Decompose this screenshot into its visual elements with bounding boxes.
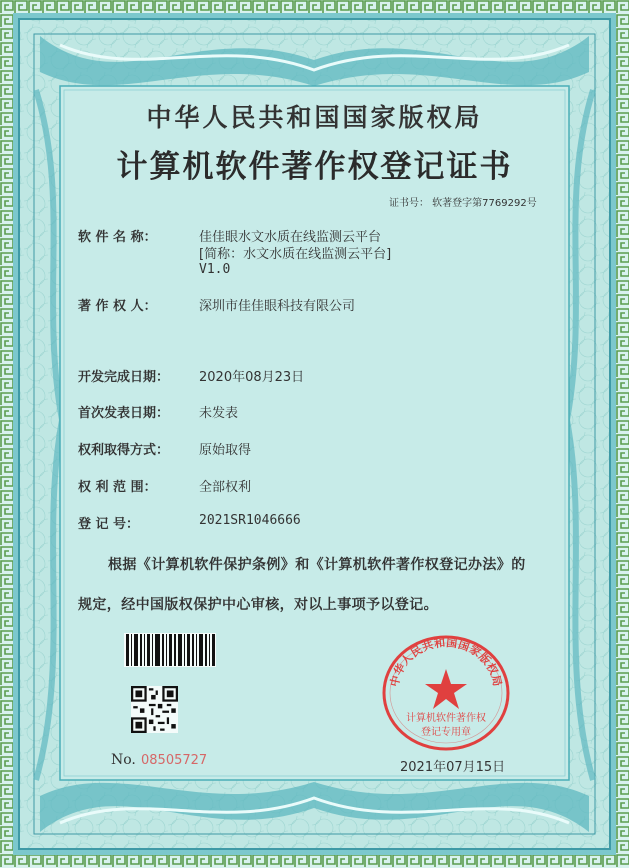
software-name: 佳佳眼水文水质在线监测云平台 xyxy=(199,230,382,245)
issue-date: 2021年07月15日 xyxy=(400,760,506,775)
statement-line-2: 规定，经中国版权保护中心审核，对以上事项予以登记。 xyxy=(78,597,438,613)
software-version: V1.0 xyxy=(199,262,231,277)
serial-number: 08505727 xyxy=(141,753,208,768)
software-short-name: [简称：水文水质在线监测云平台] xyxy=(199,247,392,262)
barcode-icon xyxy=(124,633,216,667)
certificate-title: 计算机软件著作权登记证书 xyxy=(116,149,513,185)
publish-date-label: 首次发表日期： xyxy=(78,406,170,421)
acquisition-method-label: 权利取得方式： xyxy=(78,443,170,458)
registration-number-label: 登 记 号： xyxy=(78,517,140,532)
seal-ring-text: 中华人民共和国国家版权局 xyxy=(387,636,505,688)
software-name-label: 软 件 名 称： xyxy=(78,230,157,245)
seal-text-line-1: 计算机软件著作权 xyxy=(406,713,486,724)
copyright-owner-label: 著 作 权 人： xyxy=(78,299,157,314)
serial-number-label: No. xyxy=(111,752,136,768)
registration-number: 2021SR1046666 xyxy=(199,513,301,528)
seal-star-icon xyxy=(425,669,467,709)
seal-text-line-2: 登记专用章 xyxy=(421,727,471,738)
copyright-owner: 深圳市佳佳眼科技有限公司 xyxy=(199,299,356,314)
statement-line-1: 根据《计算机软件保护条例》和《计算机软件著作权登记办法》的 xyxy=(108,557,526,573)
acquisition-method: 原始取得 xyxy=(199,443,252,458)
rights-scope-label: 权 利 范 围： xyxy=(78,480,157,495)
official-seal-stamp xyxy=(378,633,514,753)
qr-code-icon xyxy=(131,686,178,733)
completion-date-label: 开发完成日期： xyxy=(78,370,170,385)
rights-scope: 全部权利 xyxy=(199,480,252,495)
publish-date: 未发表 xyxy=(199,406,239,421)
issuer-title: 中华人民共和国国家版权局 xyxy=(146,103,483,132)
completion-date: 2020年08月23日 xyxy=(199,370,305,385)
certificate-number: 证书号： 软著登字第7769292号 xyxy=(389,198,537,209)
